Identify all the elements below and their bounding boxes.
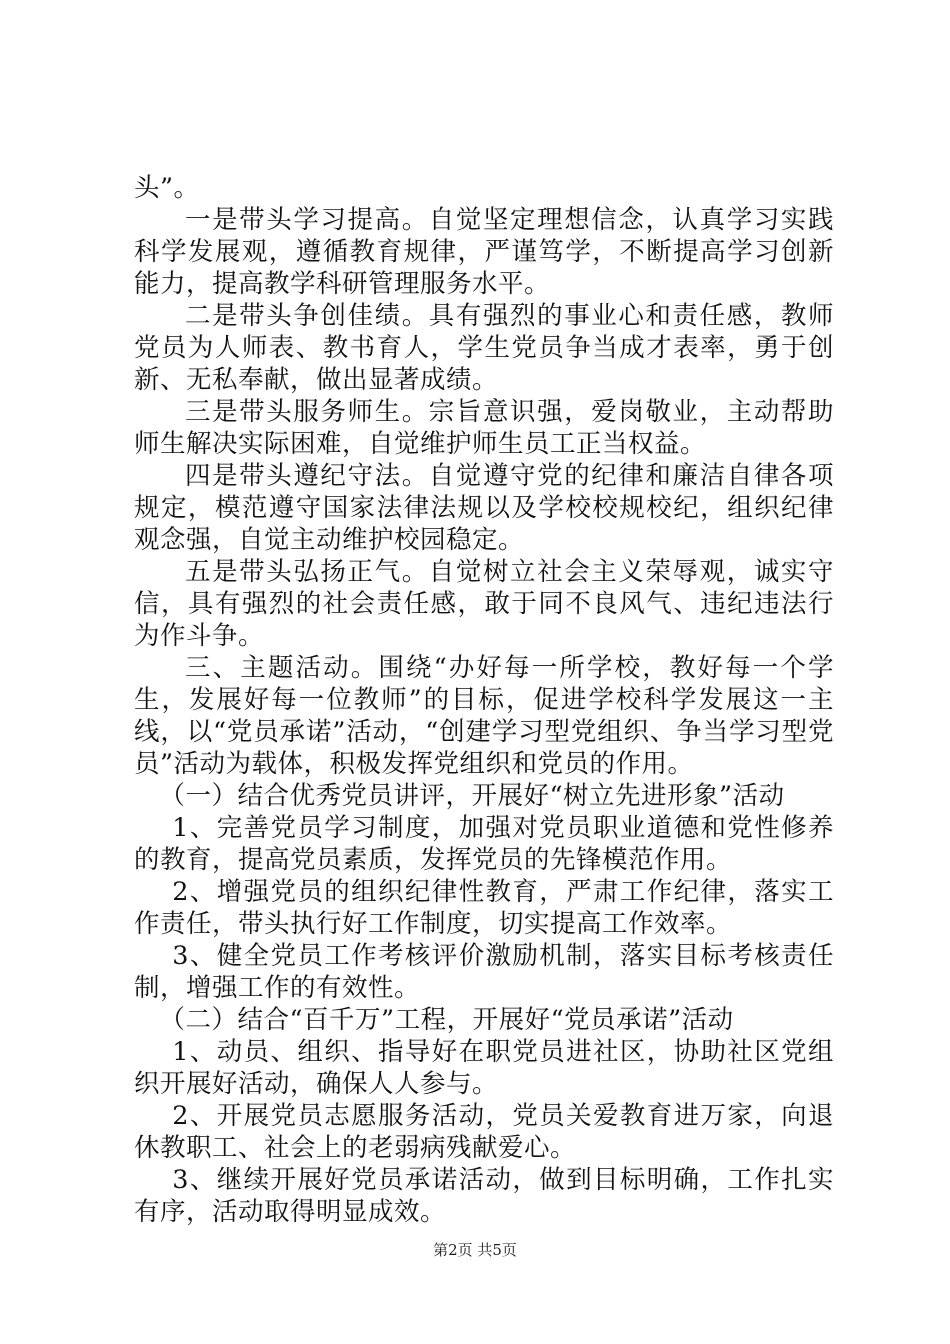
list-item: 3、健全党员工作考核评价激励机制，落实目标考核责任制，增强工作的有效性。 xyxy=(134,941,834,1003)
paragraph-item-four: 四是带头遵纪守法。自觉遵守党的纪律和廉洁自律各项规定，模范遵守国家法律法规以及学校校规校纪，组织纪律观念强，自觉主动维护校园稳定。 xyxy=(134,461,834,555)
document-body xyxy=(134,172,834,1228)
subheading-two: （二）结合“百千万”工程，开展好“党员承诺”活动 xyxy=(159,1005,734,1035)
paragraph-item-five: 五是带头弘扬正气。自觉树立社会主义荣辱观，诚实守信，具有强烈的社会责任感，敢于同不良风气、违纪违法行为作斗争。 xyxy=(134,557,834,651)
paragraph-item-one: 一是带头学习提高。自觉坚定理想信念，认真学习实践科学发展观，遵循教育规律，严谨笃学，不断提高学习创新能力，提高教学科研管理服务水平。 xyxy=(134,205,834,299)
page-number-footer: 第2页 共5页 xyxy=(433,1241,517,1259)
list-item: 2、开展党员志愿服务活动，党员关爱教育进万家，向退休教职工、社会上的老弱病残献爱心。 xyxy=(134,1101,834,1163)
list-item: 3、继续开展好党员承诺活动，做到目标明确，工作扎实有序，活动取得明显成效。 xyxy=(134,1165,834,1227)
list-item: 1、动员、组织、指导好在职党员进社区，协助社区党组织开展好活动，确保人人参与。 xyxy=(134,1037,834,1099)
paragraph-continuation: 头”。 xyxy=(134,173,200,203)
subheading-one: （一）结合优秀党员讲评，开展好“树立先进形象”活动 xyxy=(159,781,785,811)
section-three-paragraph: 三、主题活动。围绕“办好每一所学校，教好每一个学生，发展好每一位教师”的目标，促进学校科学发展这一主线，以“党员承诺”活动，“创建学习型党组织、争当学习型党员”活动为载体，积极发挥党组织和党员的作用。 xyxy=(134,653,834,779)
paragraph-item-three: 三是带头服务师生。宗旨意识强，爱岗敬业，主动帮助师生解决实际困难，自觉维护师生员工正当权益。 xyxy=(134,397,834,459)
paragraph-item-two: 二是带头争创佳绩。具有强烈的事业心和责任感，教师党员为人师表、教书育人，学生党员争当成才表率，勇于创新、无私奉献，做出显著成绩。 xyxy=(134,301,834,395)
list-item: 1、完善党员学习制度，加强对党员职业道德和党性修养的教育，提高党员素质，发挥党员的先锋模范作用。 xyxy=(134,813,834,875)
list-item: 2、增强党员的组织纪律性教育，严肃工作纪律，落实工作责任，带头执行好工作制度，切实提高工作效率。 xyxy=(134,877,834,939)
